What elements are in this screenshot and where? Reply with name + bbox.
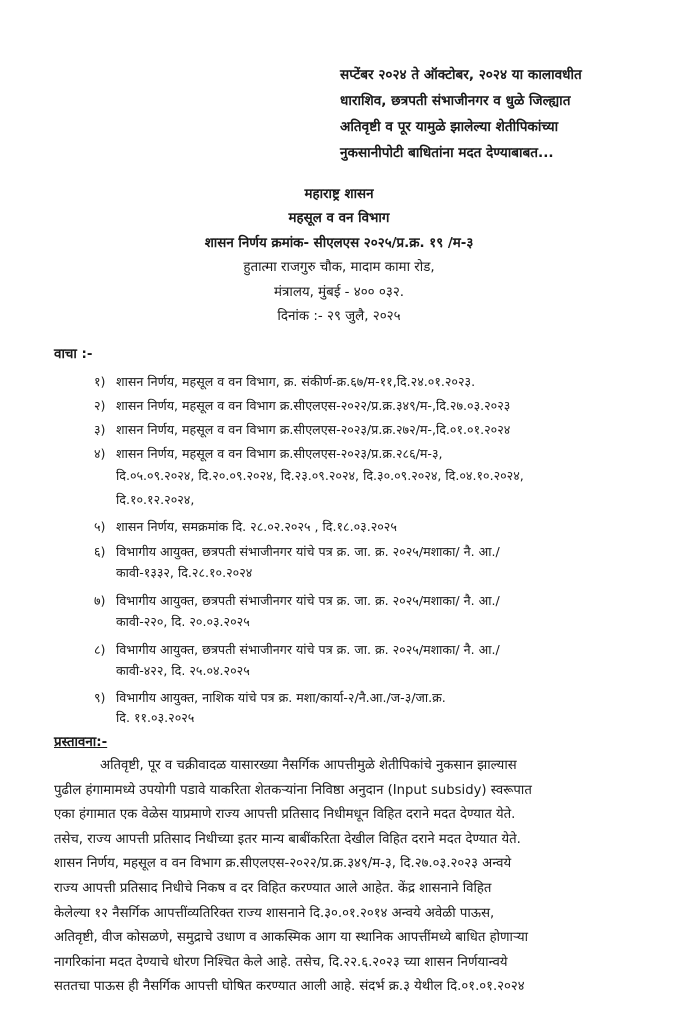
address-line-1: हुतात्मा राजगुरु चौक, मादाम कामा रोड, <box>243 260 435 275</box>
government-name: महाराष्ट्र शासन <box>304 187 374 202</box>
paragraph-line: नागरिकांना मदत देण्याचे धोरण निश्चित केले आहे. तसेच, दि.२२.६.२०२३ च्या शासन निर्णयान्वये <box>54 954 508 970</box>
reference-text: दि. ११.०३.२०२५ <box>116 710 195 725</box>
reference-number: ६) <box>94 544 106 559</box>
paragraph-line: केलेल्या १२ नैसर्गिक आपत्तींव्यतिरिक्त राज्य शासनाने दि.३०.०१.२०१४ अन्वये अवेळी पाऊस, <box>54 905 495 921</box>
subject-line: सप्टेंबर २०२४ ते ऑक्टोबर, २०२४ या कालावधीत <box>340 67 582 83</box>
address-line-2: मंत्रालय, मुंबई - ४०० ०३२. <box>273 285 405 300</box>
subject-line: नुकसानीपोटी बाधितांना मदत देण्याबाबत... <box>340 145 554 161</box>
gr-number: शासन निर्णय क्रमांक- सीएलएस २०२५/प्र.क्र. १९ /म-३ <box>204 236 474 251</box>
reference-text: दि.१०.१२.२०२४, <box>116 492 195 507</box>
reference-number: ५) <box>94 519 106 534</box>
document-date: दिनांक :- २९ जुलै, २०२५ <box>277 309 401 324</box>
reference-text: कावी-४२२, दि. २५.०४.२०२५ <box>116 663 250 678</box>
reference-text: शासन निर्णय, महसूल व वन विभाग क्र.सीएलएस-२०२३/प्र.क्र.२७२/म-,दि.०१.०१.२०२४ <box>116 422 511 437</box>
reference-text: दि.०५.०९.२०२४, दि.२०.०९.२०२४, दि.२३.०९.२०२४, दि.३०.०९.२०२४, दि.०४.१०.२०२४, <box>116 468 524 483</box>
department-name: महसूल व वन विभाग <box>288 211 390 226</box>
reference-number: ८) <box>94 642 106 657</box>
paragraph-line: शासन निर्णय, महसूल व वन विभाग क्र.सीएलएस-२०२२/प्र.क्र.३४९/म-३, दि.२७.०३.२०२३ अन्वये <box>54 856 512 872</box>
paragraph-line: राज्य आपत्ती प्रतिसाद निधीचे निकष व दर विहित करण्यात आले आहेत. केंद्र शासनाने विहित <box>54 880 492 896</box>
reference-number: ३) <box>94 422 106 437</box>
paragraph-line: एका हंगामात एक वेळेस याप्रमाणे राज्य आपत्ती प्रतिसाद निधीमधून विहित दराने मदत देण्यात येते. <box>54 807 516 823</box>
reference-text: कावी-१३३२, दि.२८.१०.२०२४ <box>116 565 253 580</box>
reference-text: कावी-२२०, दि. २०.०३.२०२५ <box>116 614 250 629</box>
paragraph-line: पुढील हंगामामध्ये उपयोगी पडावे याकरिता शेतकऱ्यांना निविष्ठा अनुदान (Input subsidy) स्वरूपात <box>54 782 532 798</box>
subject-block <box>340 62 670 166</box>
reference-text: शासन निर्णय, महसूल व वन विभाग क्र.सीएलएस-२०२२/प्र.क्र.३४९/म-,दि.२७.०३.२०२३ <box>116 398 511 413</box>
paragraph-line: अतिवृष्टी, वीज कोसळणे, समुद्राचे उधाण व आकस्मिक आग या स्थानिक आपत्तींमध्ये बाधित होणाऱ्या <box>54 930 529 946</box>
reference-text: विभागीय आयुक्त, नाशिक यांचे पत्र क्र. मशा/कार्या-२/नै.आ./ज-३/जा.क्र. <box>116 690 446 705</box>
reference-number: २) <box>94 398 106 413</box>
reference-number: ७) <box>94 593 106 608</box>
preamble-title: प्रस्तावना:- <box>54 735 108 750</box>
paragraph-line: अतिवृष्टी, पूर व चक्रीवादळ यासारख्या नैसर्गिक आपत्तीमुळे शेतीपिकांचे नुकसान झाल्यास <box>100 758 517 773</box>
reference-number: ९) <box>94 690 106 705</box>
reference-number: ४) <box>94 446 106 461</box>
preamble-paragraph <box>54 754 644 1000</box>
reference-text: विभागीय आयुक्त, छत्रपती संभाजीनगर यांचे पत्र क्र. जा. क्र. २०२५/मशाका/ नै. आ./ <box>116 544 500 559</box>
reference-number: १) <box>94 374 106 389</box>
paragraph-line: तसेच, राज्य आपत्ती प्रतिसाद निधीच्या इतर मान्य बाबींकरिता देखील विहित दराने मदत देण्यात येते. <box>54 831 521 847</box>
reference-text: शासन निर्णय, महसूल व वन विभाग, क्र. संकीर्ण-क्र.६७/म-११,दि.२४.०१.२०२३. <box>116 374 476 389</box>
reference-text: शासन निर्णय, समक्रमांक दि. २८.०२.२०२५ , दि.१८.०३.२०२५ <box>116 519 397 534</box>
subject-line: अतिवृष्टी व पूर यामुळे झालेल्या शेतीपिकांच्या <box>340 119 559 135</box>
paragraph-line: सततचा पाऊस ही नैसर्गिक आपत्ती घोषित करण्यात आली आहे. संदर्भ क्र.३ येथील दि.०१.०१.२०२४ <box>54 979 525 995</box>
subject-line: धाराशिव, छत्रपती संभाजीनगर व धुळे जिल्ह्यात <box>340 93 571 109</box>
reference-text: शासन निर्णय, महसूल व वन विभाग क्र.सीएलएस-२०२३/प्र.क्र.२८६/म-३, <box>116 446 443 461</box>
references-label: वाचा :- <box>54 347 93 362</box>
reference-text: विभागीय आयुक्त, छत्रपती संभाजीनगर यांचे पत्र क्र. जा. क्र. २०२५/मशाका/ नै. आ./ <box>116 593 500 608</box>
reference-text: विभागीय आयुक्त, छत्रपती संभाजीनगर यांचे पत्र क्र. जा. क्र. २०२५/मशाका/ नै. आ./ <box>116 642 500 657</box>
